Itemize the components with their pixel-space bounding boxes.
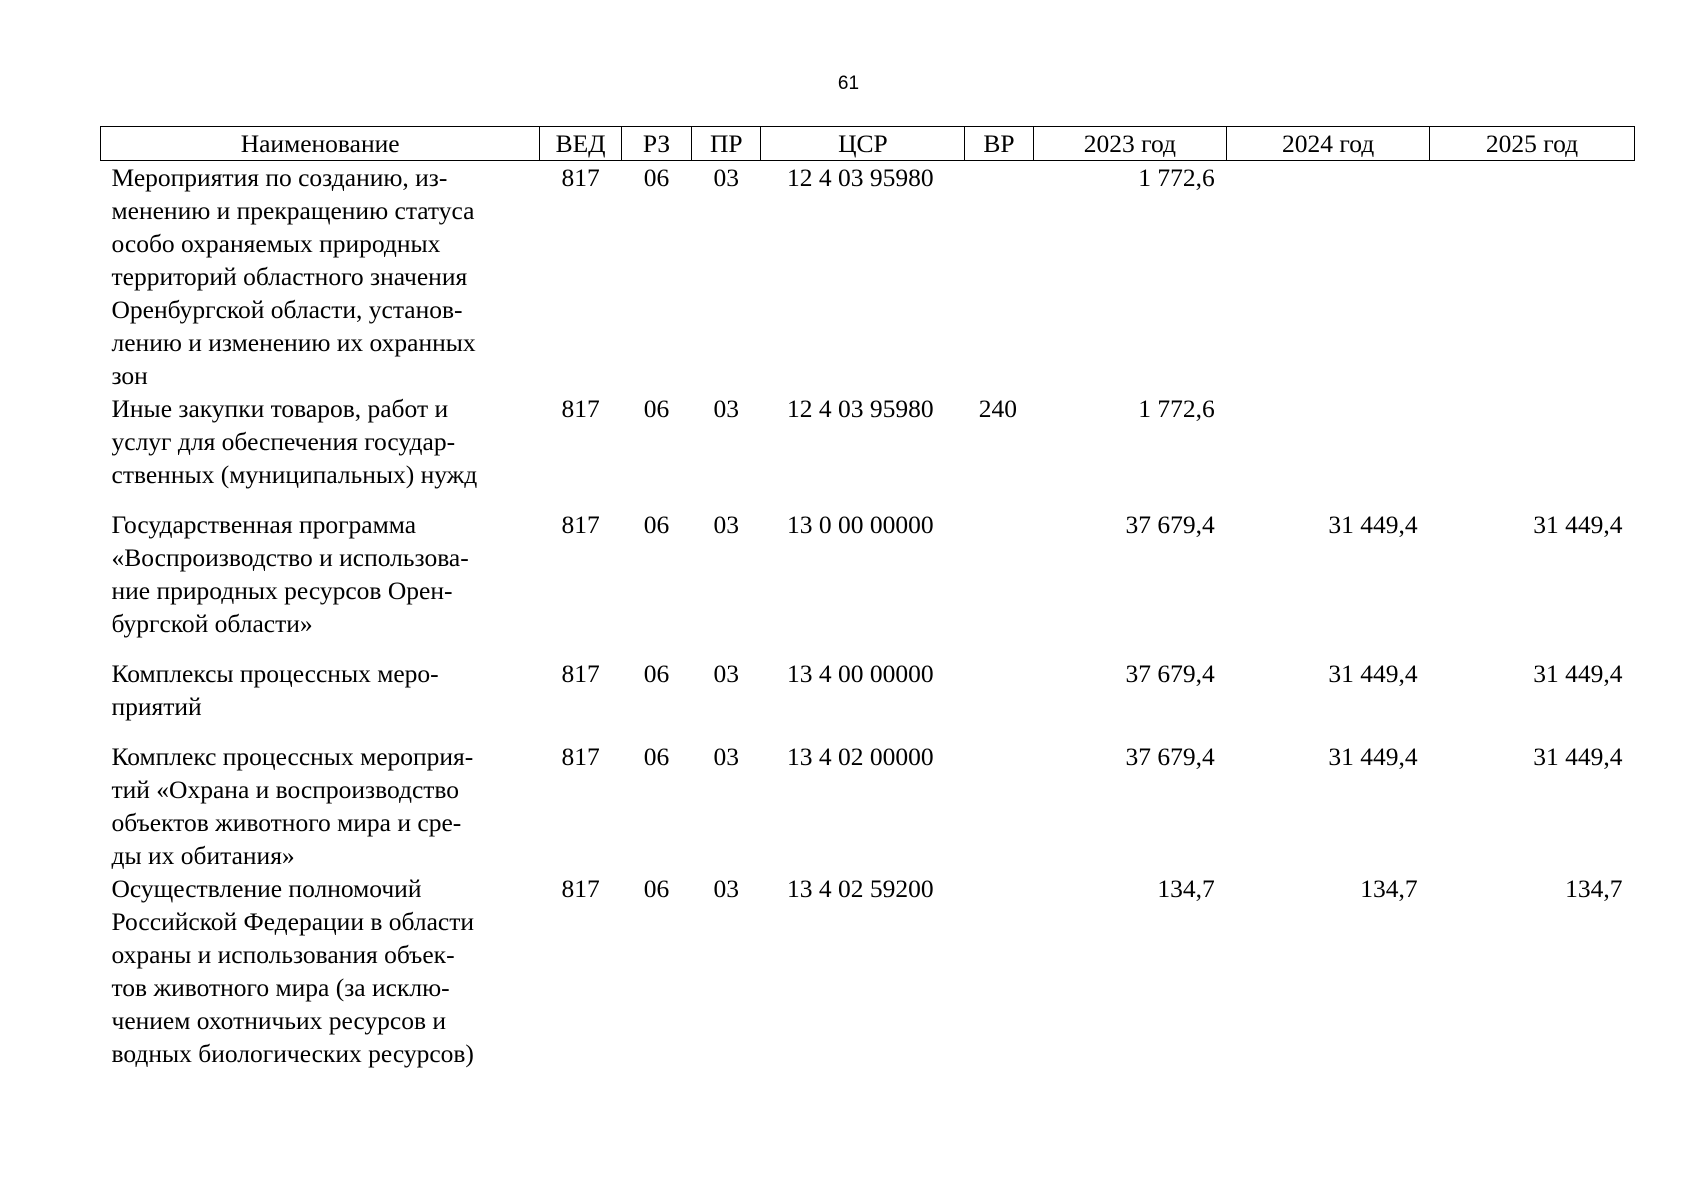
row-rz: 06 — [643, 659, 670, 688]
row-csr: 13 4 02 00000 — [786, 742, 934, 771]
row-2023: 134,7 — [1157, 874, 1215, 903]
row-vr — [965, 740, 1033, 872]
row-vr — [965, 161, 1033, 393]
row-2023: 37 679,4 — [1125, 659, 1215, 688]
row-ved: 817 — [561, 874, 600, 903]
row-pr: 03 — [713, 874, 740, 903]
budget-table — [100, 126, 1635, 1070]
row-csr: 12 4 03 95980 — [786, 163, 934, 192]
row-2025: 31 449,4 — [1533, 659, 1623, 688]
row-pr: 03 — [713, 659, 740, 688]
header-rz: РЗ — [621, 127, 691, 161]
row-name: Осуществление полномочий Российской Федерации в области охраны и использования объек- тов животного мира (за исклю- чением охотничьих ресурсов и водных биологических ресурсов) — [111, 874, 475, 1068]
row-ved: 817 — [561, 163, 600, 192]
row-vr: 240 — [978, 394, 1018, 423]
row-rz: 06 — [643, 394, 670, 423]
header-pr: ПР — [692, 127, 761, 161]
row-name: Мероприятия по созданию, из- менению и прекращению статуса особо охраняемых природных территорий областного значения Оренбургской области, установ- лению и изменению их охранных зон — [111, 163, 476, 390]
table-header-row — [101, 127, 1635, 161]
row-2023: 1 772,6 — [1138, 163, 1215, 192]
row-name: Комплекс процессных мероприя- тий «Охрана и воспроизводство объектов животного мира и сре- ды их обитания» — [111, 742, 474, 870]
page-number: 61 — [837, 73, 860, 94]
row-name: Государственная программа «Воспроизводство и использова- ние природных ресурсов Орен- бургской области» — [111, 510, 469, 638]
row-2025: 134,7 — [1565, 874, 1623, 903]
header-csr: ЦСР — [761, 127, 965, 161]
header-ved: ВЕД — [540, 127, 622, 161]
row-pr: 03 — [713, 742, 740, 771]
header-name: Наименование — [101, 127, 540, 161]
row-ved: 817 — [561, 659, 600, 688]
header-2023: 2023 год — [1033, 127, 1227, 161]
row-2023: 1 772,6 — [1138, 394, 1215, 423]
row-rz: 06 — [643, 742, 670, 771]
row-2025 — [1430, 161, 1635, 393]
row-rz: 06 — [643, 510, 670, 539]
row-ved: 817 — [561, 742, 600, 771]
row-2025 — [1430, 392, 1635, 508]
row-ved: 817 — [561, 510, 600, 539]
row-2024 — [1227, 392, 1430, 508]
row-2025: 31 449,4 — [1533, 742, 1623, 771]
row-2024: 31 449,4 — [1328, 742, 1418, 771]
row-2024: 31 449,4 — [1328, 510, 1418, 539]
header-2024: 2024 год — [1227, 127, 1430, 161]
table-row — [101, 872, 1635, 1070]
row-csr: 13 4 00 00000 — [786, 659, 934, 688]
row-vr — [965, 872, 1033, 1070]
row-pr: 03 — [713, 394, 740, 423]
row-2023: 37 679,4 — [1125, 742, 1215, 771]
row-pr: 03 — [713, 510, 740, 539]
row-vr — [965, 508, 1033, 657]
row-ved: 817 — [561, 394, 600, 423]
row-2024: 134,7 — [1360, 874, 1418, 903]
header-vr: ВР — [965, 127, 1033, 161]
row-2024: 31 449,4 — [1328, 659, 1418, 688]
row-2023: 37 679,4 — [1125, 510, 1215, 539]
row-2025: 31 449,4 — [1533, 510, 1623, 539]
row-name: Комплексы процессных меро- приятий — [111, 659, 439, 721]
row-rz: 06 — [643, 163, 670, 192]
table-row — [101, 161, 1635, 393]
table-row — [101, 740, 1635, 872]
row-csr: 13 4 02 59200 — [786, 874, 934, 903]
table-row — [101, 508, 1635, 657]
row-2024 — [1227, 161, 1430, 393]
header-2025: 2025 год — [1430, 127, 1635, 161]
table-row — [101, 657, 1635, 740]
row-name: Иные закупки товаров, работ и услуг для обеспечения государ- ственных (муниципальных) нужд — [111, 394, 478, 489]
row-csr: 12 4 03 95980 — [786, 394, 934, 423]
row-rz: 06 — [643, 874, 670, 903]
row-pr: 03 — [713, 163, 740, 192]
row-csr: 13 0 00 00000 — [786, 510, 934, 539]
row-vr — [965, 657, 1033, 740]
table-row — [101, 392, 1635, 508]
